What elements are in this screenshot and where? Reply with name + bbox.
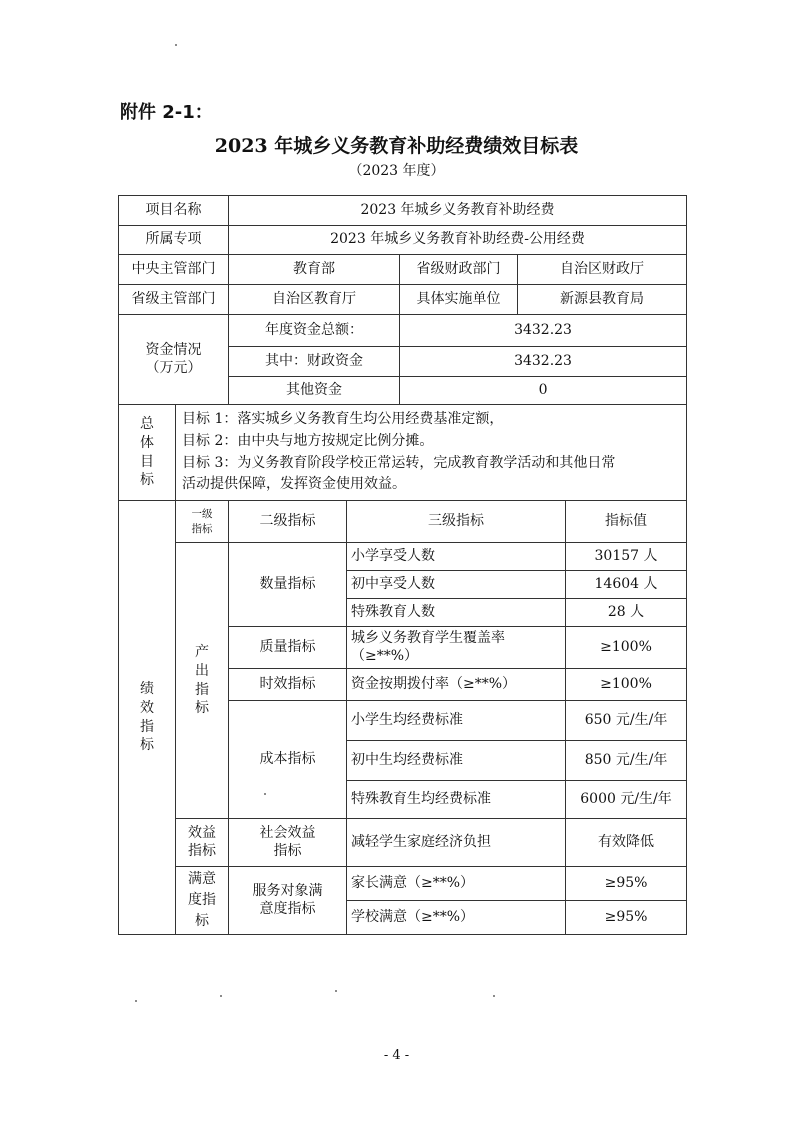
service-satisfaction-label	[229, 867, 347, 935]
indicator-value: 14604 人	[566, 571, 687, 599]
special-project-value: 2023 年城乡义务教育补助经费-公用经费	[229, 226, 687, 255]
indicator-value: 6000 元/生/年	[566, 781, 687, 819]
indicator-value: ≥100%	[566, 627, 687, 669]
social-benefit-text: 社会效益指标	[259, 825, 316, 859]
table-row	[119, 226, 687, 255]
table-row	[119, 405, 687, 501]
funds-other-label: 其他资金	[229, 377, 400, 405]
page-number: - 4 -	[383, 1048, 410, 1063]
impl-unit-label: 具体实施单位	[400, 285, 518, 315]
performance-indicators-text: 绩效指标	[139, 680, 154, 754]
project-name-label: 项目名称	[119, 196, 229, 226]
indicator-value: 有效降低	[566, 819, 687, 867]
special-project-label: 所属专项	[119, 226, 229, 255]
performance-indicators-label	[119, 501, 176, 935]
funds-total-value: 3432.23	[400, 315, 687, 347]
scan-speck	[493, 995, 495, 997]
indicator-name: 小学享受人数	[347, 543, 566, 571]
indicator-value: 650 元/生/年	[566, 701, 687, 741]
funds-fiscal-value: 3432.23	[400, 347, 687, 377]
central-dept-value: 教育部	[229, 255, 400, 285]
benefit-indicators-label	[176, 819, 229, 867]
funds-other-value: 0	[400, 377, 687, 405]
indicator-value: 28 人	[566, 599, 687, 627]
social-benefit-label	[229, 819, 347, 867]
satisfaction-indicators-text: 满意度指标	[187, 871, 216, 929]
funds-label: 资金情况（万元）	[119, 315, 229, 405]
funds-total-label: 年度资金总额：	[229, 315, 400, 347]
indicator-name: 特殊教育生均经费标准	[347, 781, 566, 819]
output-indicators-label	[176, 543, 229, 819]
goal-line: 目标 3：为义务教育阶段学校正常运转，完成教育教学活动和其他日常	[182, 454, 616, 471]
table-row	[119, 501, 687, 543]
satisfaction-indicators-label	[176, 867, 229, 935]
scan-speck	[335, 990, 337, 992]
scan-speck	[264, 793, 266, 795]
indicator-name: 减轻学生家庭经济负担	[347, 819, 566, 867]
header-level1-text: 一级指标	[191, 507, 213, 535]
scan-speck	[220, 995, 222, 997]
quantity-indicators-label: 数量指标	[229, 543, 347, 627]
indicator-value: 850 元/生/年	[566, 741, 687, 781]
document-subtitle: （2023 年度）	[348, 163, 445, 179]
header-level1	[176, 501, 229, 543]
cost-indicators-label: 成本指标	[229, 701, 347, 819]
table-row	[119, 196, 687, 226]
indicator-value: ≥95%	[566, 867, 687, 901]
indicator-name: 学校满意（≥**%）	[347, 901, 566, 935]
goal-line: 目标 1：落实城乡义务教育生均公用经费基准定额，	[182, 411, 504, 428]
table-row	[119, 543, 687, 571]
benefit-indicators-text: 效益指标	[187, 825, 216, 859]
indicator-value: ≥100%	[566, 669, 687, 701]
impl-unit-value: 新源县教育局	[518, 285, 687, 315]
indicator-name: 资金按期拨付率（≥**%）	[347, 669, 566, 701]
table-row	[119, 819, 687, 867]
prov-finance-value: 自治区财政厅	[518, 255, 687, 285]
attachment-label: 附件 2-1：	[120, 102, 213, 123]
table-row	[119, 315, 687, 347]
goal-line: 活动提供保障，发挥资金使用效益。	[182, 476, 406, 493]
performance-target-table	[118, 195, 687, 935]
funds-fiscal-label: 其中：财政资金	[229, 347, 400, 377]
timeliness-indicators-label: 时效指标	[229, 669, 347, 701]
indicator-name: 城乡义务教育学生覆盖率（≥**%）	[347, 627, 566, 669]
overall-goal-content	[176, 405, 687, 501]
indicator-value: ≥95%	[566, 901, 687, 935]
project-name-value: 2023 年城乡义务教育补助经费	[229, 196, 687, 226]
central-dept-label: 中央主管部门	[119, 255, 229, 285]
scan-speck	[135, 1000, 137, 1002]
overall-goal-label	[119, 405, 176, 501]
header-level2: 二级指标	[229, 501, 347, 543]
prov-dept-label: 省级主管部门	[119, 285, 229, 315]
indicator-name: 小学生均经费标准	[347, 701, 566, 741]
service-satisfaction-text: 服务对象满意度指标	[252, 883, 323, 917]
indicator-name: 初中生均经费标准	[347, 741, 566, 781]
indicator-value: 30157 人	[566, 543, 687, 571]
goal-line: 目标 2：由中央与地方按规定比例分摊。	[182, 432, 434, 449]
header-level3: 三级指标	[347, 501, 566, 543]
output-indicators-text: 产出指标	[194, 643, 209, 717]
prov-dept-value: 自治区教育厅	[229, 285, 400, 315]
indicator-name: 初中享受人数	[347, 571, 566, 599]
quality-indicators-label: 质量指标	[229, 627, 347, 669]
scan-speck	[175, 44, 177, 46]
table-row	[119, 255, 687, 285]
overall-goal-label-text: 总体目标	[139, 415, 154, 489]
table-row	[119, 867, 687, 901]
document-title: 2023 年城乡义务教育补助经费绩效目标表	[214, 135, 579, 157]
indicator-name: 家长满意（≥**%）	[347, 867, 566, 901]
indicator-name: 特殊教育人数	[347, 599, 566, 627]
header-value: 指标值	[566, 501, 687, 543]
table-row	[119, 285, 687, 315]
prov-finance-label: 省级财政部门	[400, 255, 518, 285]
